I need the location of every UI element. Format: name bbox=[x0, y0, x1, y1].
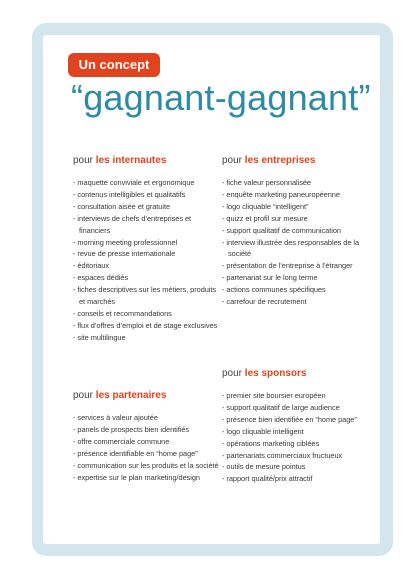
list-item: - morning meeting professionnel bbox=[73, 237, 223, 249]
headline: “gagnant-gagnant” bbox=[71, 77, 371, 118]
list-item: - services à valeur ajoutée bbox=[73, 412, 223, 424]
list-item: - outils de mesure pointus bbox=[222, 461, 372, 473]
list-item: - enquête marketing paneuropéenne bbox=[222, 189, 372, 201]
list-item: - espaces dédiés bbox=[73, 272, 223, 284]
section-title-prefix: pour bbox=[73, 390, 94, 401]
list-item: - consultation aisée et gratuite bbox=[73, 201, 223, 213]
list-item: - rapport qualité/prix attractif bbox=[222, 473, 372, 485]
section-title-highlight: les entreprises bbox=[244, 155, 316, 166]
list-item: - maquette conviviale et ergonomique bbox=[73, 177, 223, 189]
list-item: - support qualitatif de communication bbox=[222, 225, 372, 237]
section-title-highlight: les sponsors bbox=[244, 368, 307, 379]
list-item: - partenariat sur le long terme bbox=[222, 272, 372, 284]
list-item: - interviews de chefs d’entreprises et financiers bbox=[73, 213, 223, 237]
list-item: - site multilingue bbox=[73, 332, 223, 344]
section-title bbox=[73, 389, 223, 403]
list-item: - flux d’offres d’emploi et de stage exclusives bbox=[73, 320, 223, 332]
list-item: - logo cliquable intelligent bbox=[222, 426, 372, 438]
list-item: - interview illustrée des responsables de la société bbox=[222, 237, 372, 261]
section-partenaires bbox=[73, 389, 223, 483]
list-item: - présentation de l’entreprise à l’étranger bbox=[222, 260, 372, 272]
section-sponsors bbox=[222, 367, 372, 485]
benefit-list bbox=[222, 390, 372, 485]
list-item: - conseils et recommandations bbox=[73, 308, 223, 320]
section-internautes bbox=[73, 154, 223, 344]
list-item: - partenariats commerciaux fructueux bbox=[222, 450, 372, 462]
section-title-highlight: les internautes bbox=[95, 155, 167, 166]
concept-badge: Un concept bbox=[68, 53, 160, 77]
list-item: - fiche valeur personnalisée bbox=[222, 177, 372, 189]
section-entreprises bbox=[222, 154, 372, 308]
list-item: - offre commerciale commune bbox=[73, 436, 223, 448]
section-title bbox=[222, 154, 372, 168]
list-item: - présence bien identifiée en “home page” bbox=[222, 414, 372, 426]
list-item: - opérations marketing ciblées bbox=[222, 438, 372, 450]
benefit-list bbox=[222, 177, 372, 308]
section-title bbox=[222, 367, 372, 381]
list-item: - fiches descriptives sur les métiers, produits et marchés bbox=[73, 284, 223, 308]
section-title-prefix: pour bbox=[222, 155, 243, 166]
benefit-list bbox=[73, 412, 223, 483]
list-item: - revue de presse internationale bbox=[73, 248, 223, 260]
list-item: - panels de prospects bien identifiés bbox=[73, 424, 223, 436]
section-title-highlight: les partenaires bbox=[95, 390, 167, 401]
list-item: - présence identifiable en “home page” bbox=[73, 448, 223, 460]
list-item: - éditoriaux bbox=[73, 260, 223, 272]
list-item: - support qualitatif de large audience bbox=[222, 402, 372, 414]
section-title-prefix: pour bbox=[73, 155, 94, 166]
list-item: - carrefour de recrutement bbox=[222, 296, 372, 308]
list-item: - actions communes spécifiques bbox=[222, 284, 372, 296]
list-item: - contenus intelligibles et qualitatifs bbox=[73, 189, 223, 201]
section-title-prefix: pour bbox=[222, 368, 243, 379]
section-title bbox=[73, 154, 223, 168]
list-item: - logo cliquable “intelligent” bbox=[222, 201, 372, 213]
list-item: - premier site boursier européen bbox=[222, 390, 372, 402]
benefit-list bbox=[73, 177, 223, 344]
list-item: - quizz et profil sur mesure bbox=[222, 213, 372, 225]
list-item: - communication sur les produits et la société bbox=[73, 460, 223, 472]
list-item: - expertise sur le plan marketing/design bbox=[73, 472, 223, 484]
